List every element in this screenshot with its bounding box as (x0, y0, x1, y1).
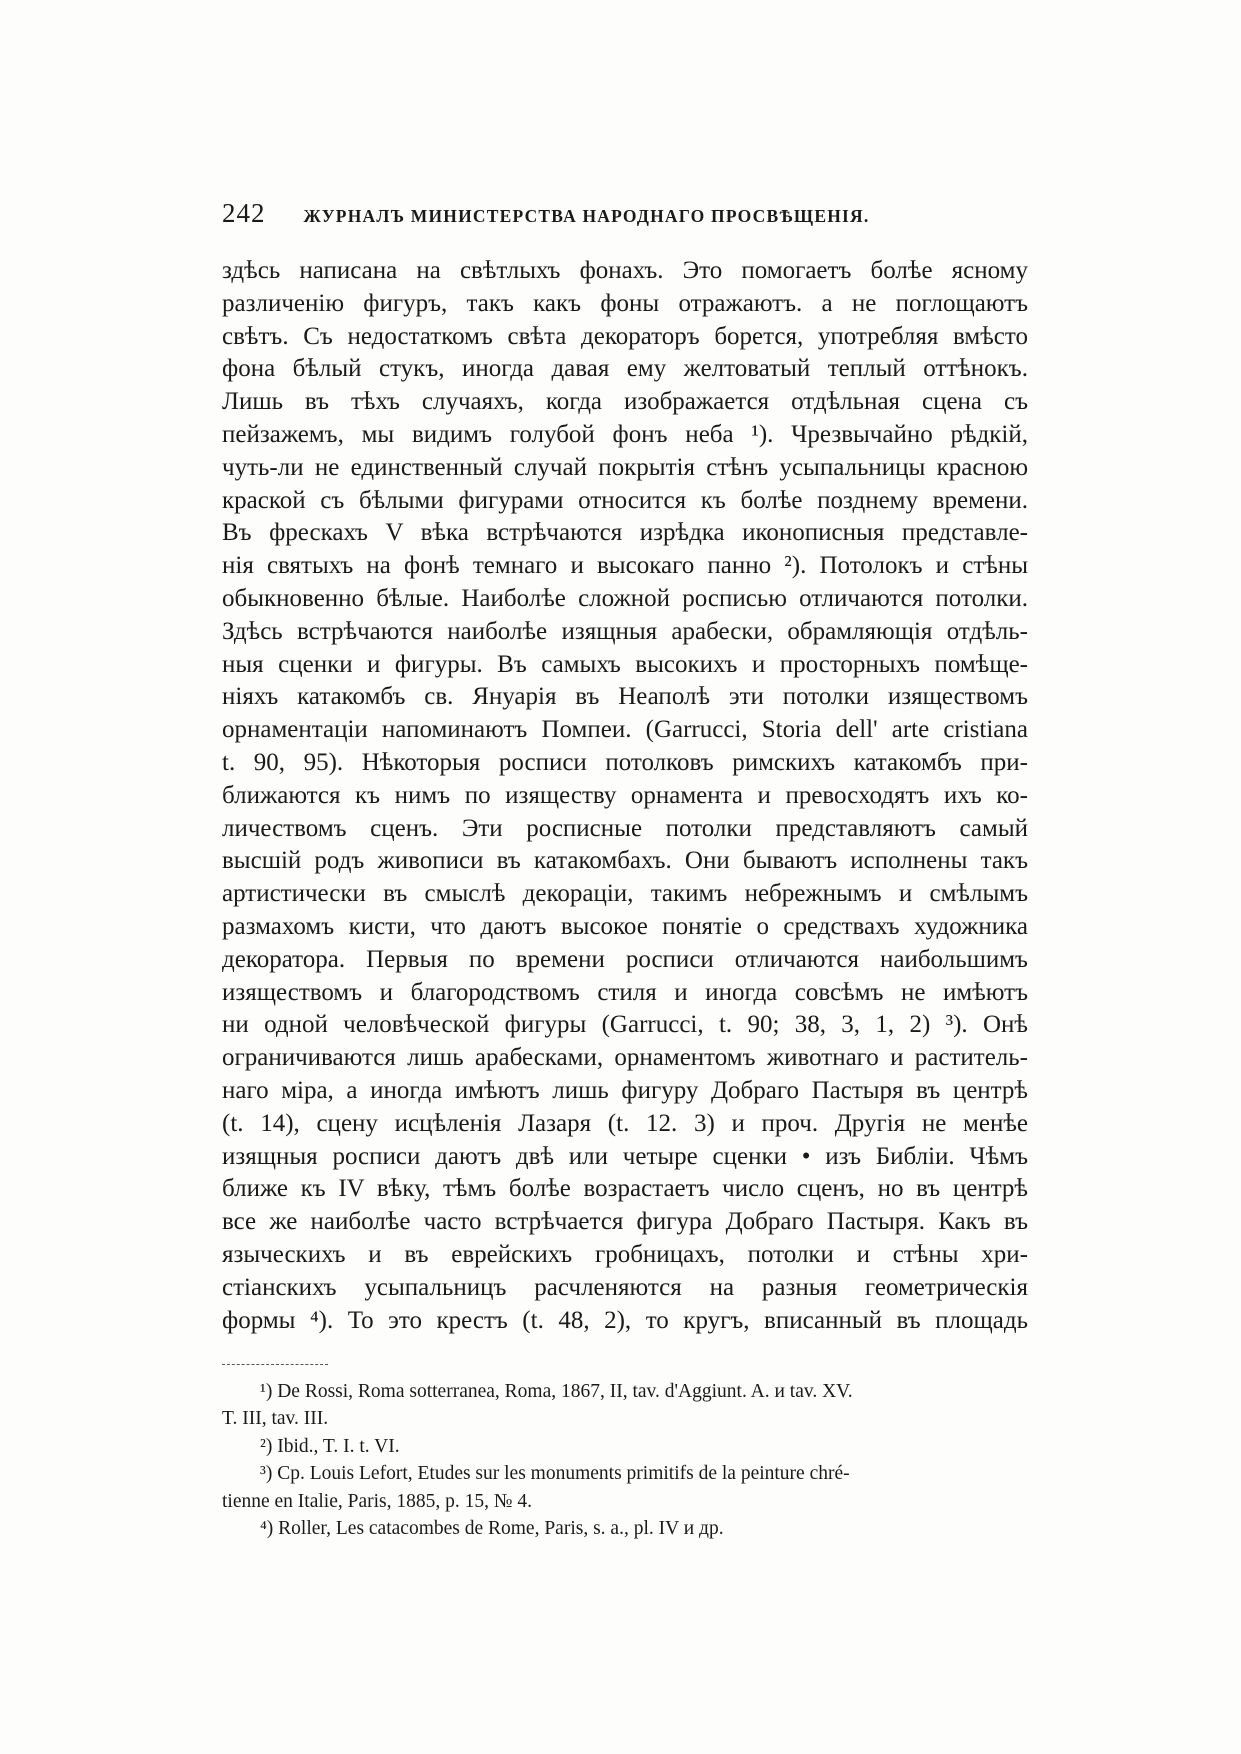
footnotes (222, 1378, 1028, 1542)
footnote-separator (222, 1364, 328, 1365)
text-line: ограничиваются лишь арабесками, орнаментомъ животнаго и раститель- (222, 1044, 1028, 1072)
footnote-line: ²) Ibid., T. I. t. VI. (260, 1435, 400, 1457)
text-line: Здѣсь встрѣчаются наиболѣе изящныя арабески, обрамляющія отдѣль- (222, 617, 1028, 645)
text-line: ближаются къ нимъ по изяществу орнамента и превосходятъ ихъ ко- (222, 781, 1028, 809)
text-line: формы ⁴). То это крестъ (t. 48, 2), то кругъ, вписанный въ площадь (222, 1306, 1028, 1334)
text-line: стіанскихъ усыпальницъ расчленяются на разныя геометрическія (222, 1273, 1028, 1301)
text-line: Въ фрескахъ V вѣка встрѣчаются изрѣдка иконописныя представле- (222, 519, 1028, 547)
text-line: фона бѣлый стукъ, иногда давая ему желтоватый теплый оттѣнокъ. (222, 355, 1028, 383)
text-line: пейзажемъ, мы видимъ голубой фонъ неба ¹). Чрезвычайно рѣдкій, (222, 420, 1028, 448)
text-line: наго міра, а иногда имѣютъ лишь фигуру Добраго Пастыря въ центрѣ (222, 1076, 1028, 1104)
text-line: ближе къ IV вѣку, тѣмъ болѣе возрастаетъ число сценъ, но въ центрѣ (222, 1175, 1028, 1203)
text-line: различенію фигуръ, такъ какъ фоны отражаютъ. а не поглощаютъ (222, 289, 1028, 317)
text-line: артистически въ смыслѣ декораціи, такимъ небрежнымъ и смѣлымъ (222, 880, 1028, 908)
text-line: личествомъ сценъ. Эти росписные потолки представляютъ самый (222, 814, 1028, 842)
text-line: t. 90, 95). Нѣкоторыя росписи потолковъ римскихъ катакомбъ при- (222, 748, 1028, 776)
text-line: ни одной человѣческой фигуры (Garrucci, t. 90; 38, 3, 1, 2) ³). Онѣ (222, 1011, 1028, 1039)
footnote-line: ³) Cp. Louis Lefort, Etudes sur les monuments primitifs de la peinture chré- (260, 1463, 850, 1485)
text-line: Лишь въ тѣхъ случаяхъ, когда изображается отдѣльная сцена съ (222, 388, 1028, 416)
text-line: обыкновенно бѣлые. Наиболѣе сложной росписью отличаются потолки. (222, 584, 1028, 612)
text-line: краской съ бѣлыми фигурами относится къ болѣе позднему времени. (222, 486, 1028, 514)
running-title: ЖУРНАЛЪ МИНИСТЕРСТВА НАРОДНАГО ПРОСВѢЩЕНІЯ. (303, 206, 870, 226)
text-line: высшій родъ живописи въ катакомбахъ. Они бываютъ исполнены такъ (222, 847, 1028, 875)
text-line: ніяхъ катакомбъ св. Януарія въ Неаполѣ эти потолки изяществомъ (222, 683, 1028, 711)
text-line: здѣсь написана на свѣтлыхъ фонахъ. Это помогаетъ болѣе ясному (222, 257, 1028, 284)
text-line: (t. 14), сцену исцѣленія Лазаря (t. 12. 3) и проч. Другія не менѣе (222, 1109, 1028, 1137)
text-line: изящныя росписи даютъ двѣ или четыре сценки • изъ Библіи. Чѣмъ (222, 1142, 1028, 1170)
text-line: размахомъ кисти, что даютъ высокое понятіе о средствахъ художника (222, 912, 1028, 940)
page-header (222, 198, 1022, 229)
main-text (222, 255, 1028, 1337)
footnote-line: T. III, tav. III. (222, 1408, 329, 1430)
text-line: свѣтъ. Съ недостаткомъ свѣта декораторъ борется, употребляя вмѣсто (222, 322, 1028, 350)
page-number: 242 (222, 198, 266, 228)
text-line: орнаментаціи напоминаютъ Помпеи. (Garrucci, Storia dell' arte cristiana (222, 716, 1028, 744)
text-line: все же наиболѣе часто встрѣчается фигура Добраго Пастыря. Какъ въ (222, 1208, 1028, 1236)
footnote-line: ¹) De Rossi, Roma sotterranea, Roma, 1867, II, tav. d'Aggiunt. A. и tav. XV. (260, 1381, 853, 1402)
text-line: ныя сценки и фигуры. Въ самыхъ высокихъ и просторныхъ помѣще- (222, 650, 1028, 678)
text-line: декоратора. Первыя по времени росписи отличаются наибольшимъ (222, 945, 1028, 973)
text-line: нія святыхъ на фонѣ темнаго и высокаго панно ²). Потолокъ и стѣны (222, 552, 1028, 580)
footnote-line: ⁴) Roller, Les catacombes de Rome, Paris, s. a., pl. IV и др. (260, 1517, 724, 1539)
text-line: языческихъ и въ еврейскихъ гробницахъ, потолки и стѣны хри- (222, 1240, 1028, 1268)
footnote-line: tienne en Italie, Paris, 1885, p. 15, № 4. (222, 1490, 532, 1512)
text-line: чуть-ли не единственный случай покрытія стѣнъ усыпальницы красною (222, 453, 1028, 481)
text-line: изяществомъ и благородствомъ стиля и иногда совсѣмъ не имѣютъ (222, 978, 1028, 1006)
